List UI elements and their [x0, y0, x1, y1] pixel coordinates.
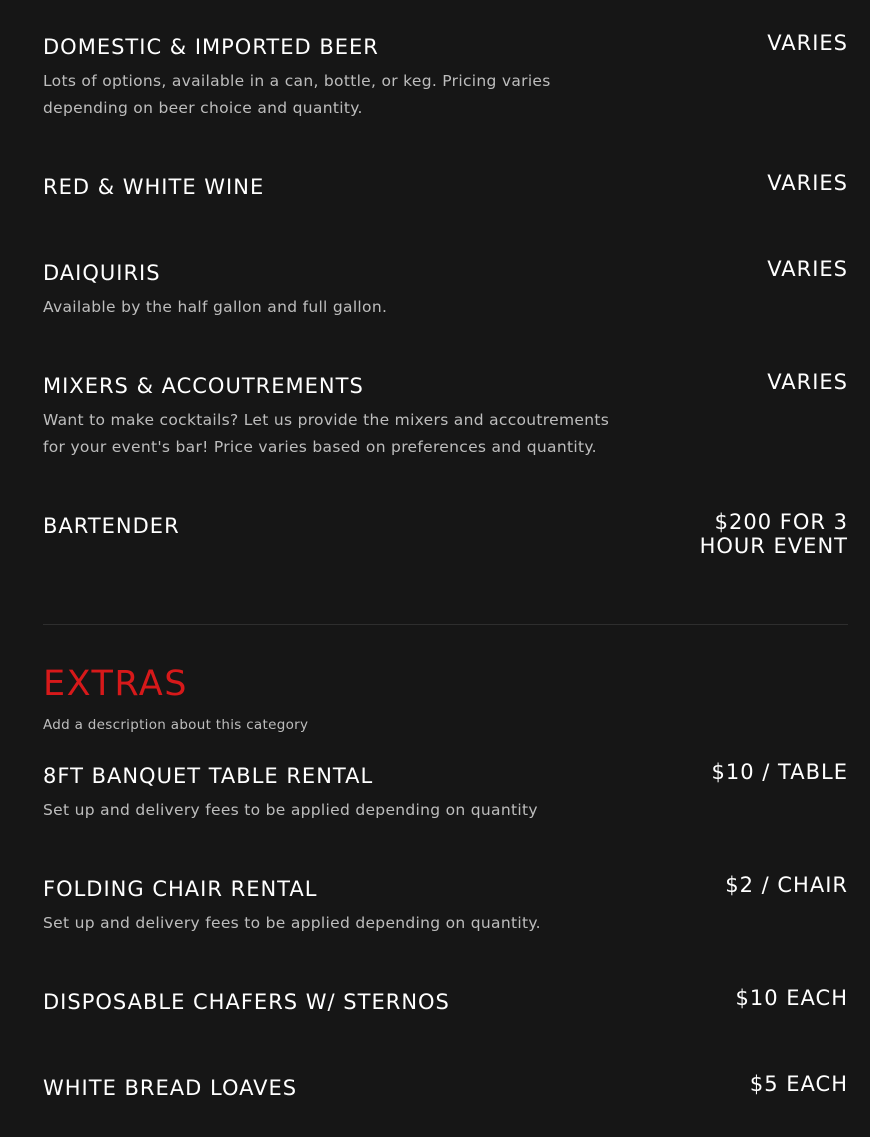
- item-price: VARIES: [767, 31, 848, 55]
- item-name: BARTENDER: [43, 514, 180, 538]
- item-description: Lots of options, available in a can, bottle, or keg. Pricing varies depending on beer choice and quantity.: [43, 72, 551, 117]
- section-divider: [43, 624, 848, 625]
- item-name: DAIQUIRIS: [43, 261, 161, 285]
- category-description: Add a description about this category: [43, 717, 309, 733]
- item-name: WHITE BREAD LOAVES: [43, 1076, 298, 1100]
- item-name: RED & WHITE WINE: [43, 175, 265, 199]
- item-price: $10 / TABLE: [711, 760, 848, 784]
- item-description: Available by the half gallon and full gallon.: [43, 298, 388, 316]
- item-description: Set up and delivery fees to be applied depending on quantity.: [43, 914, 541, 932]
- item-name: FOLDING CHAIR RENTAL: [43, 877, 318, 901]
- item-price: VARIES: [767, 257, 848, 281]
- item-name: DISPOSABLE CHAFERS W/ STERNOS: [43, 990, 450, 1014]
- category-title: EXTRAS: [43, 664, 188, 704]
- item-price: $200 FOR 3 HOUR EVENT: [699, 510, 848, 558]
- item-name: 8FT BANQUET TABLE RENTAL: [43, 764, 374, 788]
- item-description: Want to make cocktails? Let us provide the mixers and accoutrements for your event's bar! Price varies based on preferences and quantity.: [43, 411, 610, 456]
- item-price: $5 EACH: [749, 1072, 848, 1096]
- item-price: $2 / CHAIR: [725, 873, 848, 897]
- item-name: MIXERS & ACCOUTREMENTS: [43, 374, 364, 398]
- item-price: $10 EACH: [735, 986, 848, 1010]
- item-price: VARIES: [767, 370, 848, 394]
- item-price: VARIES: [767, 171, 848, 195]
- item-name: DOMESTIC & IMPORTED BEER: [43, 35, 379, 59]
- item-description: Set up and delivery fees to be applied depending on quantity: [43, 801, 538, 819]
